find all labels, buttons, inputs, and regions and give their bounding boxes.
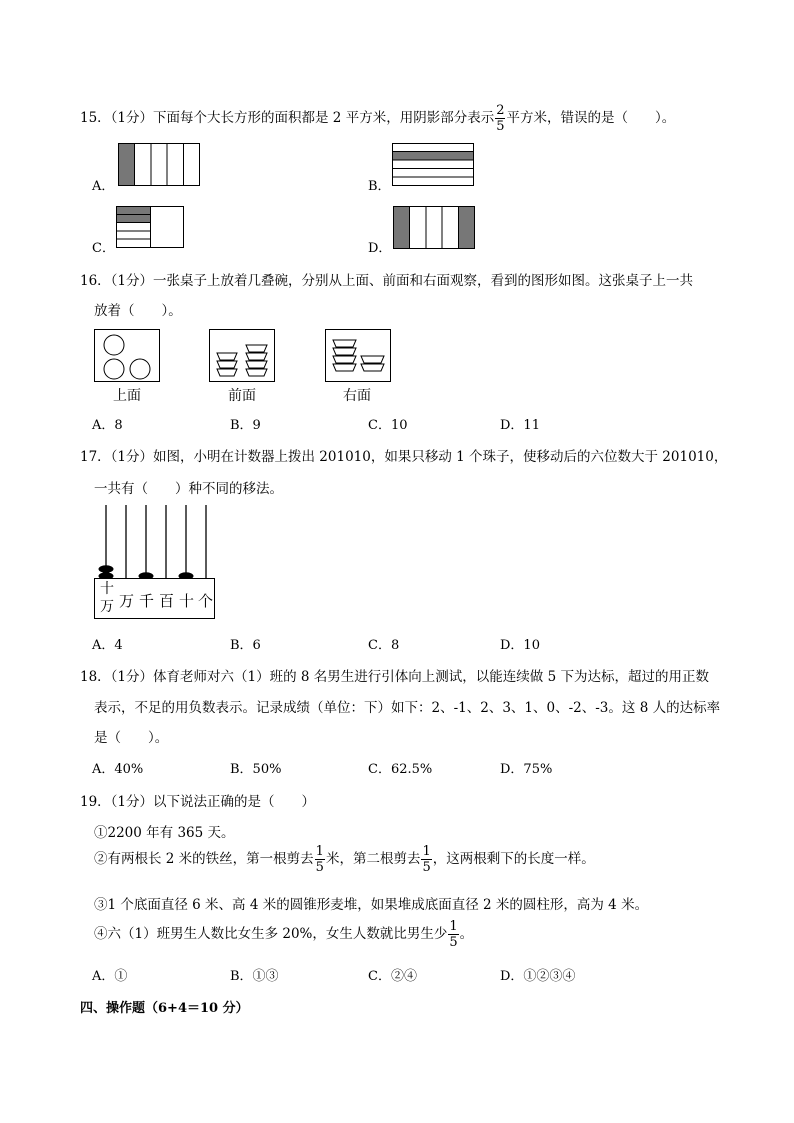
q15-option-d-label: D． <box>368 241 392 256</box>
q18-option-a: A．40% <box>92 762 144 777</box>
q17-stem-line1: 17．（1分）如图，小明在计数器上拨出 201010，如果只移动 1 个珠子，使移动后的六位数大于 201010， <box>80 449 728 465</box>
q17-option-d: D．10 <box>500 638 540 653</box>
q16-view-right-caption: 右面 <box>343 388 371 404</box>
q16-view-top-caption: 上面 <box>113 388 141 404</box>
q19-option-d: D．①②③④ <box>500 969 576 984</box>
q15-figure-d <box>393 206 475 249</box>
q15-figure-b <box>392 143 474 186</box>
q17-option-a: A．4 <box>92 638 123 653</box>
q18-stem-line1: 18．（1分）体育老师对六（1）班的 8 名男生进行引体向上测试，以能连续做 5 下为达标，超过的用正数 <box>80 669 709 685</box>
q17-option-b: B．6 <box>230 638 261 653</box>
fraction-1-5: $\frac{1}{5}$ <box>315 844 324 875</box>
fraction-1-5: $\frac{1}{5}$ <box>422 844 431 875</box>
q15-figure-c <box>116 206 184 248</box>
q16-view-top <box>94 329 160 383</box>
q19-option-c: C．②④ <box>368 969 417 984</box>
q19-stem: 19．（1分）以下说法正确的是（ ） <box>80 794 316 810</box>
q16-view-right <box>325 329 391 383</box>
q18-stem-line3: 是（ ）。 <box>94 730 169 746</box>
q16-option-d: D．11 <box>500 418 540 433</box>
q17-label-shi: 十 <box>179 592 195 610</box>
q17-option-c: C．8 <box>368 638 400 653</box>
q16-stem-line2: 放着（ ）。 <box>94 303 182 319</box>
fraction-2-5: $\frac{2}{5}$ <box>496 103 505 134</box>
q15-stem: 15．（1分）下面每个大长方形的面积都是 2 平方米，用阴影部分表示 $\frac{2}{5}$ 平方米，错误的是（ ）。 <box>80 103 676 134</box>
q16-view-front-caption: 前面 <box>228 388 256 404</box>
q15-option-a-label: A． <box>92 179 115 194</box>
q17-label-bai: 百 <box>159 592 175 610</box>
q16-option-b: B．9 <box>230 418 261 433</box>
fraction-1-5: $\frac{1}{5}$ <box>449 919 458 950</box>
q15-figure-a <box>118 143 200 186</box>
q18-option-c: C．62.5% <box>368 762 433 777</box>
q19-option-b: B．①③ <box>230 969 279 984</box>
q19-statement-3: ③1 个底面直径 6 米、高 4 米的圆锥形麦堆，如果堆成底面直径 2 米的圆柱形，高为 4 米。 <box>94 897 649 913</box>
q17-stem-line2: 一共有（ ）种不同的移法。 <box>94 481 283 497</box>
q17-label-shi-wan: 十 万 <box>100 581 114 615</box>
q18-option-b: B．50% <box>230 762 282 777</box>
q17-label-wan: 万 <box>119 592 135 610</box>
q18-stem-line2: 表示，不足的用负数表示。记录成绩（单位：下）如下：2、-1、2、3、1、0、-2、-3。这 8 人的达标率 <box>94 700 721 716</box>
section-4-heading: 四、操作题（6+4＝10 分） <box>80 1001 249 1016</box>
q16-view-front <box>209 329 275 383</box>
q19-statement-4: ④六（1）班男生人数比女生多 20%，女生人数就比男生少 $\frac{1}{5}$ 。 <box>94 919 474 950</box>
q19-statement-2: ②有两根长 2 米的铁丝，第一根剪去 $\frac{1}{5}$ 米，第二根剪去 $\frac{1}{5}$ ，这两根剩下的长度一样。 <box>94 844 595 875</box>
q16-stem-line1: 16．（1分）一张桌子上放着几叠碗，分别从上面、前面和右面观察，看到的图形如图。这张桌子上一共 <box>80 273 694 289</box>
q19-statement-1: ①2200 年有 365 天。 <box>94 825 235 841</box>
q18-option-d: D．75% <box>500 762 553 777</box>
q15-option-b-label: B． <box>368 179 391 194</box>
q17-label-qian: 千 <box>139 592 155 610</box>
q15-option-c-label: C． <box>92 241 115 256</box>
q16-option-a: A．8 <box>92 418 123 433</box>
q17-label-ge: 个 <box>198 592 214 610</box>
q16-option-c: C．10 <box>368 418 408 433</box>
q19-option-a: A．① <box>92 969 128 984</box>
